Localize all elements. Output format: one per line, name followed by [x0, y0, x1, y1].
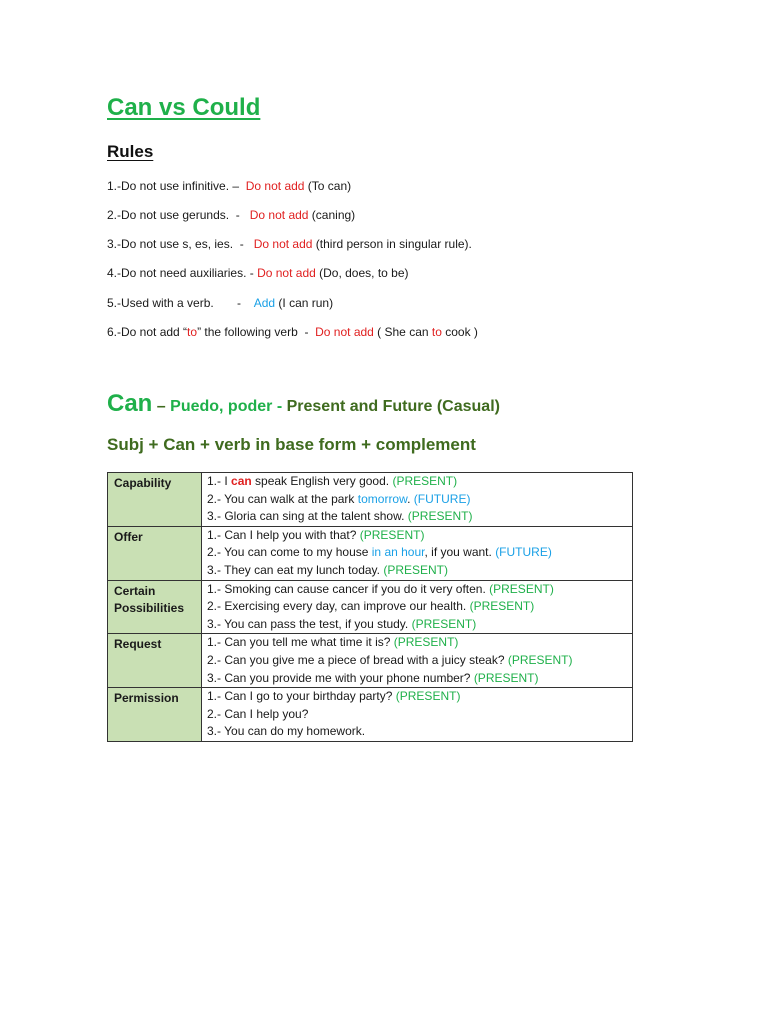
table-row	[108, 688, 633, 742]
category-cell: Permission	[108, 688, 202, 742]
category-cell: Capability	[108, 473, 202, 527]
example-line: 1.- Can I go to your birthday party? (PRESENT)	[207, 689, 461, 704]
formula-heading: Subj + Can + verb in base form + complement	[107, 435, 476, 454]
examples-cell	[202, 634, 633, 688]
examples-cell	[202, 580, 633, 634]
example-line: 3.- You can pass the test, if you study. (PRESENT)	[207, 616, 477, 631]
examples-cell	[202, 473, 633, 527]
example-line: 3.- They can eat my lunch today. (PRESENT)	[207, 562, 448, 577]
rule-3: 3.-Do not use s, es, ies. - Do not add (third person in singular rule).	[107, 237, 472, 251]
table-row	[108, 634, 633, 688]
example-line: 1.- Smoking can cause cancer if you do it very often. (PRESENT)	[207, 581, 554, 596]
rule-6: 6.-Do not add “to” the following verb - Do not add ( She can to cook )	[107, 325, 478, 339]
example-line: 3.- Can you provide me with your phone number? (PRESENT)	[207, 670, 539, 685]
category-cell: Request	[108, 634, 202, 688]
example-line: 3.- Gloria can sing at the talent show. (PRESENT)	[207, 509, 473, 524]
page-title: Can vs Could	[107, 94, 261, 121]
usage-table	[107, 472, 633, 742]
category-cell: Certain Possibilities	[108, 580, 202, 634]
table-row	[108, 473, 633, 527]
example-line: 1.- Can I help you with that? (PRESENT)	[207, 527, 425, 542]
example-line: 2.- You can walk at the park tomorrow. (FUTURE)	[207, 491, 471, 506]
can-section-heading: Can – Puedo, poder - Present and Future (Casual)	[107, 390, 500, 417]
example-line: 2.- You can come to my house in an hour, if you want. (FUTURE)	[207, 545, 552, 560]
category-cell: Offer	[108, 526, 202, 580]
rule-1: 1.-Do not use infinitive. – Do not add (To can)	[107, 179, 352, 193]
table-row	[108, 580, 633, 634]
example-line: 2.- Exercising every day, can improve our health. (PRESENT)	[207, 599, 535, 614]
rule-4: 4.-Do not need auxiliaries. - Do not add (Do, does, to be)	[107, 266, 409, 280]
example-line: 2.- Can I help you?	[207, 706, 309, 721]
rule-2: 2.-Do not use gerunds. - Do not add (caning)	[107, 208, 356, 222]
rules-heading: Rules	[107, 142, 154, 161]
example-line: 3.- You can do my homework.	[207, 724, 366, 739]
examples-cell	[202, 688, 633, 742]
examples-cell	[202, 526, 633, 580]
example-line: 2.- Can you give me a piece of bread with a juicy steak? (PRESENT)	[207, 652, 573, 667]
example-line: 1.- I can speak English very good. (PRESENT)	[207, 474, 458, 488]
rule-5: 5.-Used with a verb. - Add (I can run)	[107, 296, 334, 310]
example-line: 1.- Can you tell me what time it is? (PRESENT)	[207, 635, 459, 650]
table-row	[108, 526, 633, 580]
